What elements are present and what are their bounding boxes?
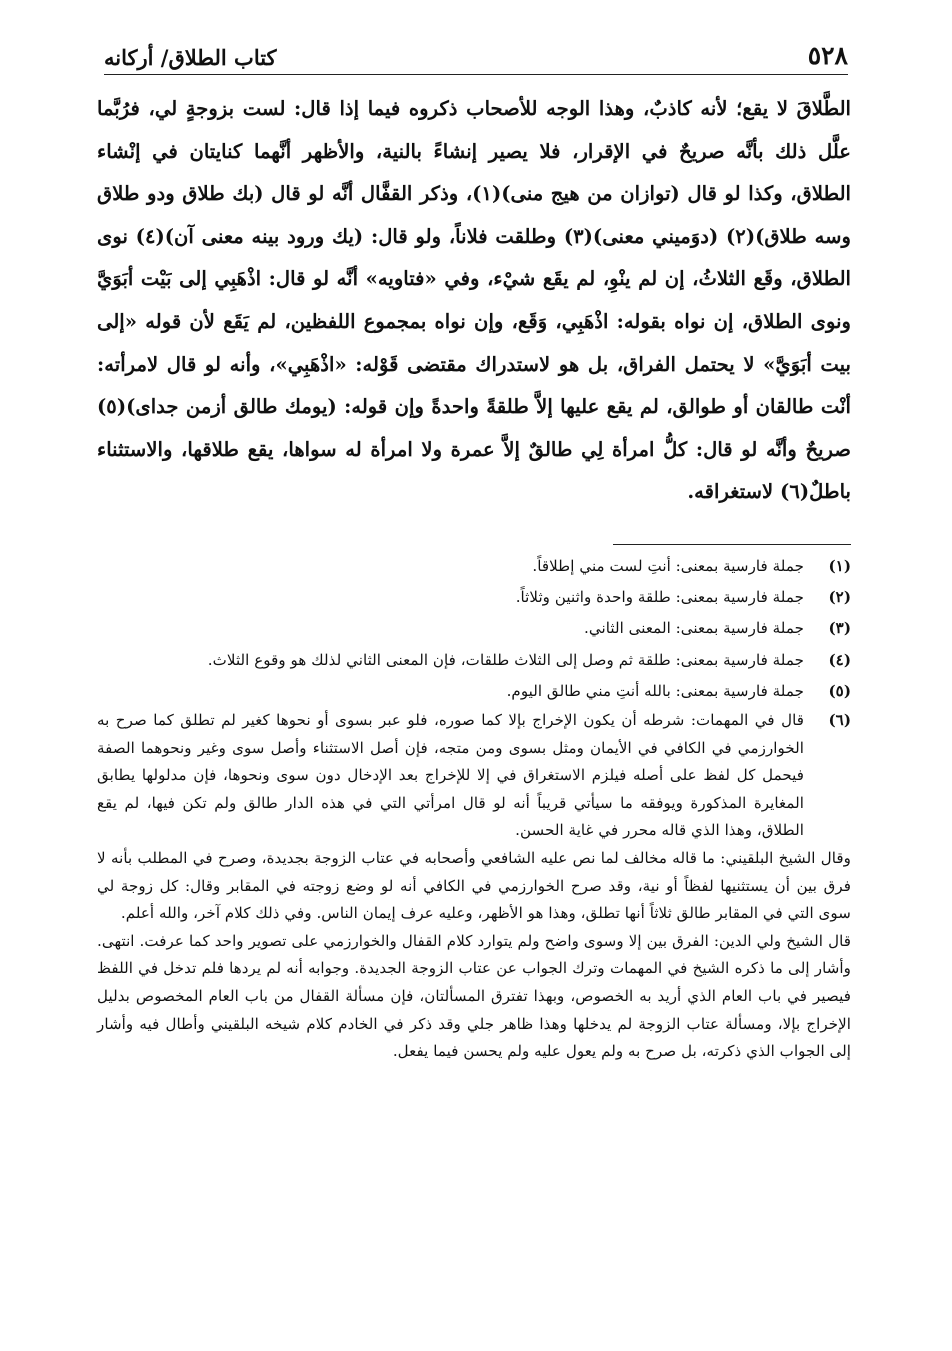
footnote-number: (٦) [828,711,851,730]
main-text [97,88,851,514]
footnote-number: (٤) [828,650,851,669]
footnote-text: جملة فارسية بمعنى: طلقة ثم وصل إلى الثلاث طلقات، فإن المعنى الثاني لذلك هو وقوع الثلاث. [207,650,804,669]
footnote-6-paragraph-3: قال الشيخ ولي الدين: الفرق بين إلا وسوى واضح ولم يتوارد كلام القفال والخوارزمي على تصوير واحد كما عرفت. انتهى. وأشار إلى ما ذكره الشيخ في المهمات وترك الجواب عن عتاب الزوجة الجديدة. وجوابه أنه لم يردها فلم تدخل في اللفظ فيصير في باب العام الذي أريد به الخصوص، وبهذا تفترق المسألتان، فإن مسألة القفال من باب العام المخصوص بدليل الإخراج بإلا، ومسألة عتاب الزوجة لم يدخلها وهذا ظاهر جلي وقد ذكر في الخادم كلام شيخه البلقيني وأطال فيه وأشار إلى الجواب الذي ذكرته، بل صرح به ولم يعول عليه ولم يحسن فيما يفعل. [97,931,851,1061]
footnote-number: (١) [828,557,851,575]
footnote-text: جملة فارسية بمعنى: أنتِ لست مني إطلاقاً. [532,557,804,575]
footnote-text: جملة فارسية بمعنى: المعنى الثاني. [584,619,804,638]
page-number: ٥٢٨ [807,41,848,70]
footnote-6-paragraph-2: وقال الشيخ البلقيني: ما قاله مخالف لما نص عليه الشافعي وأصحابه في عتاب الزوجة بجديدة، وصرح في المطلب بأنه لا فرق بين أن يستثنيها لفظاً أو نية، وقد صرح الخوارزمي في الكافي أنه لو وضع زوجته في المقابر وقال: كل زوجة لي سوى التي في المقابر طالق ثلاثاً أنها تطلق، وهذا هو الأظهر، وعليه عرف إيمان الناس. وفي ذلك كلام آخر، والله أعلم. [97,848,851,923]
footnote-1 [97,551,851,582]
footnote-6 [97,707,851,1066]
footnote-5 [97,676,851,707]
footnote-number: (٢) [828,588,851,607]
running-title: كتاب الطلاق/ أركانه [104,45,277,70]
footnote-6-paragraph-1: قال في المهمات: شرطه أن يكون الإخراج بإلا كما صوره، فلو عبر بسوى أو نحوها كغير لم تطلق كما صرح به الخوارزمي في الكافي في الأيمان ومثل بسوى ومن متجه، فإن أصل الاستثناء وأصل سوى وغير ونحوهما الصفة فيحمل كل لفظ على أصله فيلزم الاستغراق في إلا للإخراج بعد الإدخال دون سوى ونحوها، فإن مدلولها يطابق المغايرة المذكورة ويوفقه ما سيأتي قريباً أنه لو قال امرأتي التي في هذه الدار طالق ولم تكن فيها، لم يقع الطلاق، وهذا الذي قاله محرر في غاية الحسن. [97,711,804,840]
footnote-text: جملة فارسية بمعنى: طلقة واحدة واثنين وثلاثاً. [515,588,804,607]
footnote-number: (٥) [828,681,851,700]
footnote-2 [97,582,851,613]
page-header [104,34,848,75]
footnote-3 [97,613,851,644]
footnote-number: (٣) [828,619,851,638]
footnote-text: جملة فارسية بمعنى: بالله أنتِ مني طالق اليوم. [506,681,804,700]
footnotes [97,551,851,1066]
footnote-4 [97,645,851,676]
footnote-separator [613,544,851,545]
main-paragraph: الطَّلاقَ لا يقع؛ لأنه كاذبٌ، وهذا الوجه للأصحاب ذكروه فيما إذا قال: لست بزوجةٍ لي، فرُبَّما علَّل ذلك بأنَّه صريحٌ في الإقرار، فلا يصير إنشاءً بالنية، والأظهر أنَّهما كنايتان في إنْشاء الطلاق، وكذا لو قال (توازان من هيج منى)(١)، وذكر القفَّال أنَّه لو قال (بك طلاق ودو طلاق وسه طلاق)(٢) (دوَميني معنى)(٣) وطلقت فلاناً، ولو قال: (يك ورود بينه معنى آن)(٤) نوى الطلاق، وقَع الثلاثُ، إن لم ينْوِ، لم يقَع شيْء، وفي «فتاويه» أنَّه لو قال: اذْهَبِي إلى بَيْت أبَوَيَّ ونوى الطلاق، إن نواه بقوله: اذْهَبِي، وَقَع، وإن نواه بمجموع اللفظين، لم يَقَع لأن قوله «إلى بيت أبَوَيَّ» لا يحتمل الفراق، بل هو لاستدراك مقتضى قَوْله: «اذْهَبِي»، وأنه لو قال لامرأته: أنْت طالقان أو طوالق، لم يقع عليها إلاَّ طلقةً واحدةً وإن قوله: (يومك طالق أزمن جداى)(٥) صريحٌ وأنَّه لو قال: كلُّ امرأة لِي طالقٌ إلاَّ عمرة ولا امرأة له سواها، يقع طلاقها، والاستثناء باطلٌ(٦) لاستغراقه. [97,97,851,504]
footnote-6-body [97,707,851,1066]
